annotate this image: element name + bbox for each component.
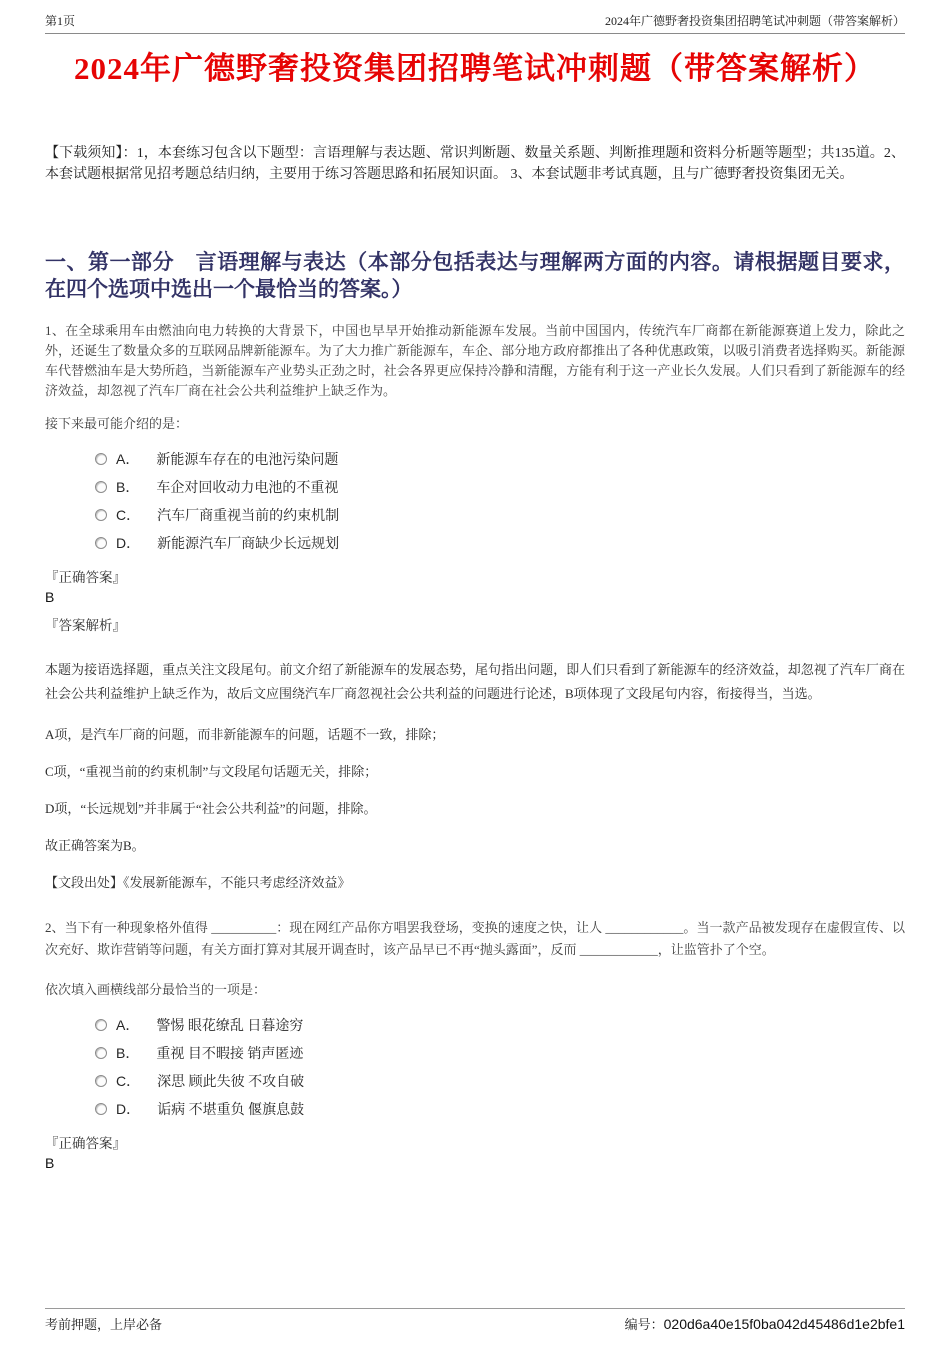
question-prompt: 接下来最可能介绍的是： xyxy=(45,416,189,431)
source-line: 【文段出处】《发展新能源车，不能只考虑经济效益》 xyxy=(45,875,351,890)
radio-button-icon[interactable] xyxy=(95,1047,107,1059)
option-letter: A． xyxy=(116,451,140,467)
option-row[interactable] xyxy=(95,501,905,529)
footer-serial-label: 编号： xyxy=(624,1317,664,1332)
question-stem: 2、当下有一种现象格外值得 __________：现在网红产品你方唱罢我登场，变换的速度之快，让人 ____________。当一款产品被发现存在虚假宣传、以次充好、欺诈营销等问题，有关方面打算对其展开调查时，该产品早已不再“抛头露面”，反而 ____________，让监管扑了个空。 xyxy=(45,920,905,957)
option-row[interactable] xyxy=(95,529,905,557)
option-text: 新能源汽车厂商缺少长远规划 xyxy=(157,537,340,552)
option-text: 深思 顾此失彼 不攻自破 xyxy=(157,1075,305,1090)
section-heading: 一、第一部分 言语理解与表达（本部分包括表达与理解两方面的内容。请根据题目要求，在四个选项中选出一个最恰当的答案。） xyxy=(45,250,905,301)
option-text: 新能源车存在的电池污染问题 xyxy=(156,453,339,468)
option-letter: D． xyxy=(116,1101,141,1117)
analysis-label: 『答案解析』 xyxy=(45,618,126,633)
option-text: 警惕 眼花缭乱 日暮途穷 xyxy=(156,1019,304,1034)
question-prompt: 依次填入画横线部分最恰当的一项是： xyxy=(45,982,267,997)
option-row[interactable] xyxy=(95,1095,905,1123)
radio-button-icon[interactable] xyxy=(95,509,107,521)
page-footer xyxy=(45,1308,905,1333)
option-text: 重视 目不暇接 销声匿迹 xyxy=(156,1047,304,1062)
header-page-number: 第1页 xyxy=(45,14,76,28)
footer-slogan: 考前押题，上岸必备 xyxy=(45,1317,163,1332)
question-1 xyxy=(45,321,905,891)
analysis-item: A项，是汽车厂商的问题，而非新能源车的问题，话题不一致，排除； xyxy=(45,727,445,742)
footer-serial xyxy=(625,1314,905,1333)
radio-button-icon[interactable] xyxy=(95,1019,107,1031)
option-row[interactable] xyxy=(95,473,905,501)
radio-button-icon[interactable] xyxy=(95,1075,107,1087)
answer-label: 『正确答案』 xyxy=(45,570,126,585)
footer-serial-value: 020d6a40e15f0ba042d45486d1e2bfe1 xyxy=(663,1316,905,1332)
page-header xyxy=(45,0,905,34)
answer-label: 『正确答案』 xyxy=(45,1136,126,1151)
radio-button-icon[interactable] xyxy=(95,1103,107,1115)
question-stem: 1、在全球乘用车由燃油向电力转换的大背景下，中国也早早开始推动新能源车发展。当前中国国内，传统汽车厂商都在新能源赛道上发力，除此之外，还诞生了数量众多的互联网品牌新能源车。为了大力推广新能源车，车企、部分地方政府都推出了各种优惠政策，以吸引消费者选择购买。新能源车代替燃油车是大势所趋，当新能源车产业势头正劲之时，社会各界更应保持冷静和清醒，方能有利于这一产业长久发展。人们只看到了新能源车的经济效益，却忽视了汽车厂商在社会公共利益维护上缺乏作为。 xyxy=(45,323,905,398)
main-title: 2024年广德野奢投资集团招聘笔试冲刺题（带答案解析） xyxy=(74,51,876,86)
header-doc-title: 2024年广德野奢投资集团招聘笔试冲刺题（带答案解析） xyxy=(604,14,905,28)
option-row[interactable] xyxy=(95,445,905,473)
radio-button-icon[interactable] xyxy=(95,481,107,493)
analysis-item: C项，“重视当前的约束机制”与文段尾句话题无关，排除； xyxy=(45,764,378,779)
option-text: 车企对回收动力电池的不重视 xyxy=(156,481,339,496)
radio-button-icon[interactable] xyxy=(95,537,107,549)
question-2 xyxy=(45,917,905,1171)
answer-value: B xyxy=(45,589,55,605)
option-text: 汽车厂商重视当前的约束机制 xyxy=(157,509,340,524)
option-row[interactable] xyxy=(95,1011,905,1039)
analysis-item: D项，“长远规划”并非属于“社会公共利益”的问题，排除。 xyxy=(45,801,377,816)
option-row[interactable] xyxy=(95,1067,905,1095)
option-row[interactable] xyxy=(95,1039,905,1067)
option-letter: A． xyxy=(116,1017,140,1033)
option-letter: C． xyxy=(116,1073,141,1089)
options-group xyxy=(95,1011,905,1123)
option-text: 诟病 不堪重负 偃旗息鼓 xyxy=(157,1103,305,1118)
option-letter: C． xyxy=(116,507,141,523)
answer-value: B xyxy=(45,1155,55,1171)
option-letter: D． xyxy=(116,535,141,551)
options-group xyxy=(95,445,905,557)
analysis-conclusion: 故正确答案为B。 xyxy=(45,838,145,853)
analysis-paragraph: 本题为接语选择题，重点关注文段尾句。前文介绍了新能源车的发展态势，尾句指出问题，即人们只看到了新能源车的经济效益，却忽视了汽车厂商在社会公共利益维护上缺乏作为，故后文应围绕汽车厂商忽视社会公共利益的问题进行论述，B项体现了文段尾句内容，衔接得当，当选。 xyxy=(45,662,905,701)
option-letter: B． xyxy=(116,1045,140,1061)
radio-button-icon[interactable] xyxy=(95,453,107,465)
option-letter: B． xyxy=(116,479,140,495)
download-notice: 【下载须知】：1，本套练习包含以下题型：言语理解与表达题、常识判断题、数量关系题、判断推理题和资料分析题等题型；共135道。2、本套试题根据常见招考题总结归纳，主要用于练习答题思路和拓展知识面。 3、本套试题非考试真题，且与广德野奢投资集团无关。 xyxy=(45,146,905,182)
